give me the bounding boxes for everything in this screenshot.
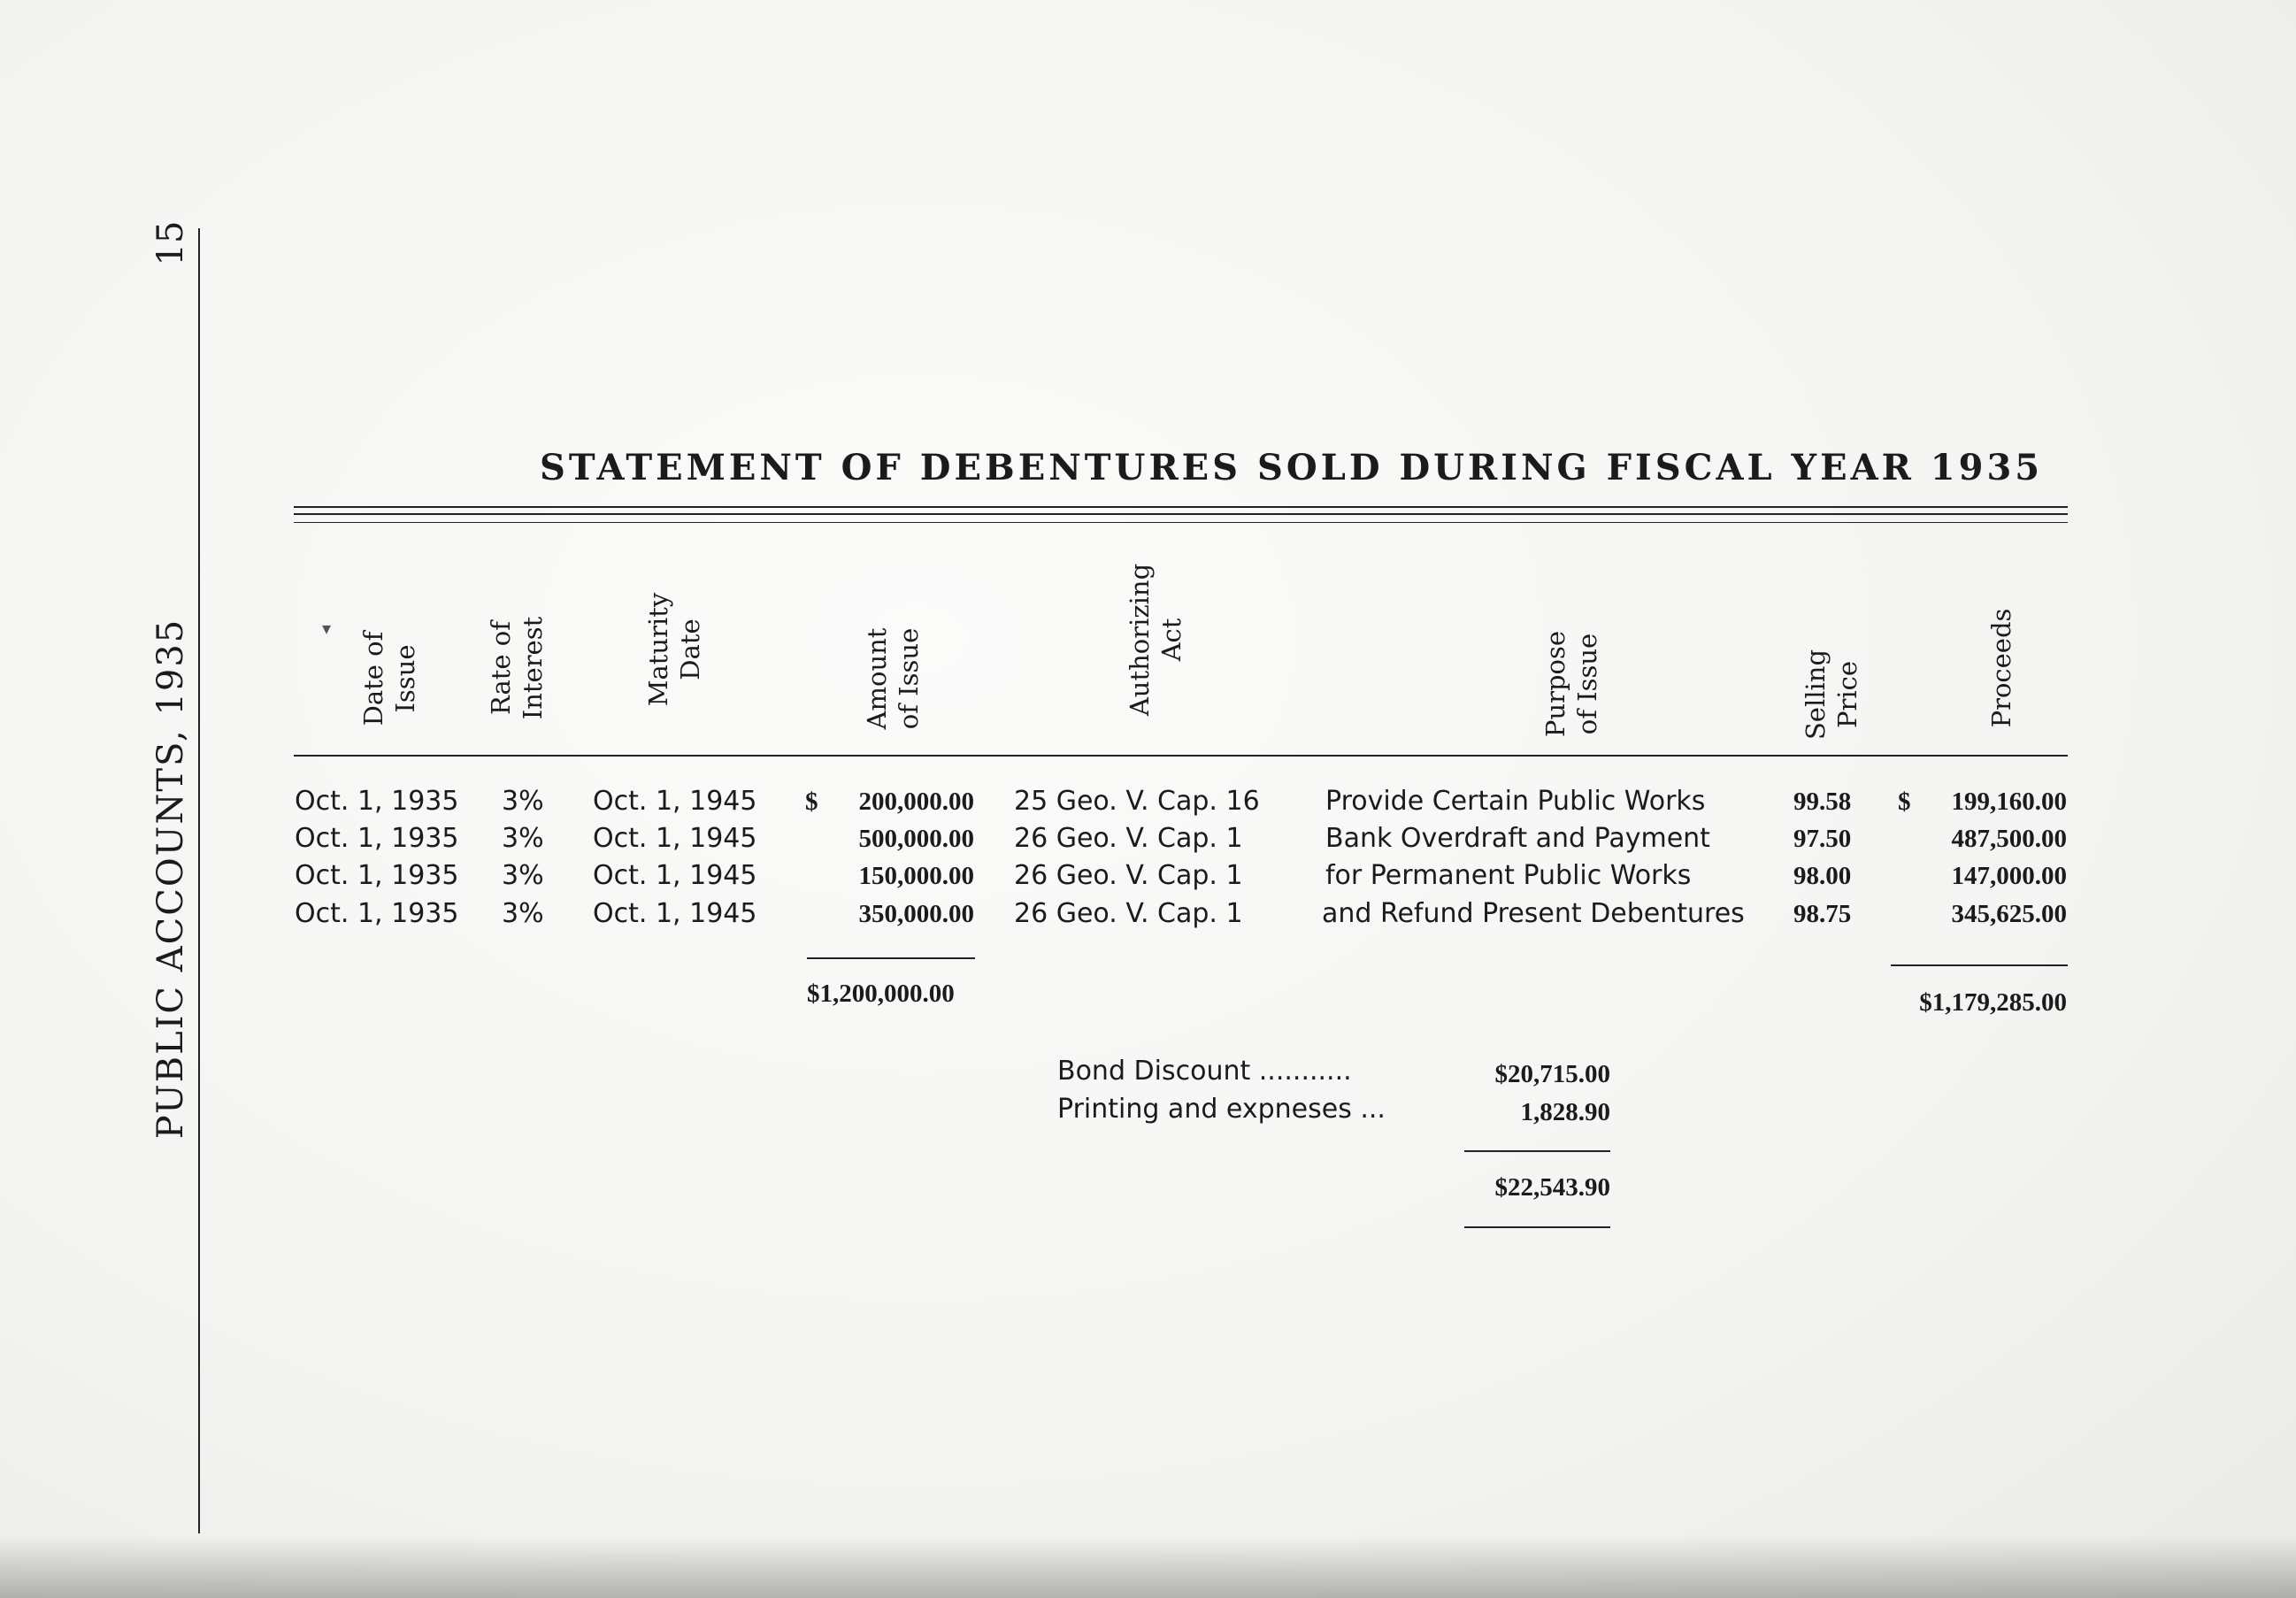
header-line: of Issue [1572,633,1602,735]
margin-rule [198,228,200,1533]
cell-maturity: Oct. 1, 1945 [593,786,757,817]
cell-price: 99.58 [1793,787,1852,816]
header-line: Maturity [643,592,673,707]
cell-currency-symbol: $ [1898,787,1911,816]
cell-maturity: Oct. 1, 1945 [593,823,757,854]
cell-purpose: and Refund Present Debentures [1322,898,1745,929]
header-maturity-date [642,593,706,707]
cell-rate: 3% [502,860,544,891]
header-line: Price [1832,660,1862,729]
cell-proceeds: 199,160.00 [1951,787,2067,816]
cell-amount: 500,000.00 [858,825,974,853]
cell-purpose: for Permanent Public Works [1325,860,1692,891]
cell-maturity: Oct. 1, 1945 [593,860,757,891]
cell-price: 97.50 [1793,825,1852,853]
header-line: Act [1156,618,1186,662]
header-line: Proceeds [1986,608,2016,728]
cell-date: Oct. 1, 1935 [295,786,459,817]
cell-proceeds: 487,500.00 [1951,825,2067,853]
header-line: Date of [358,631,388,726]
header-date-of-issue [357,632,421,726]
summary-closing-rule [1464,1226,1610,1228]
summary-total-rule [1464,1150,1610,1152]
header-proceeds [1985,609,2017,728]
header-line: Authorizing [1125,563,1155,717]
cell-date: Oct. 1, 1935 [295,860,459,891]
page-number: 15 [150,220,191,266]
cell-act: 26 Geo. V. Cap. 1 [1014,860,1243,891]
cell-amount: 200,000.00 [858,787,974,816]
header-mark: ▾ [322,618,332,639]
header-line: of Issue [894,627,924,730]
proceeds-total-rule [1891,964,2068,966]
cell-rate: 3% [502,823,544,854]
cell-act: 25 Geo. V. Cap. 16 [1014,786,1260,817]
header-line: Purpose [1540,630,1570,738]
cell-amount: 350,000.00 [858,900,974,928]
cell-proceeds: 345,625.00 [1951,900,2067,928]
cell-currency-symbol: $ [805,787,818,816]
proceeds-total: $1,179,285.00 [1919,988,2067,1017]
header-line: Selling [1801,649,1831,741]
cell-maturity: Oct. 1, 1945 [593,898,757,929]
title-rule-bottom [294,522,2068,523]
cell-rate: 3% [502,786,544,817]
cell-amount: 150,000.00 [858,862,974,890]
header-authorizing-act [1124,564,1187,716]
running-head: PUBLIC ACCOUNTS, 1935 [150,618,191,1140]
header-line: Date [675,618,705,680]
title-rule-top [294,506,2068,508]
summary-value-bond-discount: $20,715.00 [1494,1060,1610,1088]
summary-total: $22,543.90 [1494,1173,1610,1202]
header-rate-of-interest [485,617,549,720]
cell-rate: 3% [502,898,544,929]
header-selling-price [1800,649,1863,740]
header-line: Amount [862,627,892,730]
cell-price: 98.75 [1793,900,1852,928]
summary-value-printing: 1,828.90 [1520,1098,1610,1126]
cell-act: 26 Geo. V. Cap. 1 [1014,823,1243,854]
statement-title: STATEMENT OF DEBENTURES SOLD DURING FISCAL YEAR 1935 [540,447,2044,488]
cell-proceeds: 147,000.00 [1951,862,2067,890]
header-line: Rate of [486,620,516,716]
amount-total-rule [807,957,975,959]
header-amount-of-issue [861,628,925,730]
header-line: Issue [390,644,420,713]
cell-date: Oct. 1, 1935 [295,823,459,854]
header-line: Interest [518,616,548,720]
cell-purpose: Provide Certain Public Works [1325,786,1706,817]
cell-act: 26 Geo. V. Cap. 1 [1014,898,1243,929]
header-rule [294,755,2068,757]
cell-date: Oct. 1, 1935 [295,898,459,929]
title-rule-middle [294,513,2068,515]
amount-total: $1,200,000.00 [807,980,955,1008]
summary-label-bond-discount: Bond Discount ........... [1057,1056,1352,1087]
header-purpose-of-issue [1540,631,1603,737]
cell-price: 98.00 [1793,862,1852,890]
cell-purpose: Bank Overdraft and Payment [1325,823,1710,854]
scan-edge-shadow [0,1536,2296,1598]
summary-label-printing: Printing and expneses ... [1057,1094,1386,1125]
